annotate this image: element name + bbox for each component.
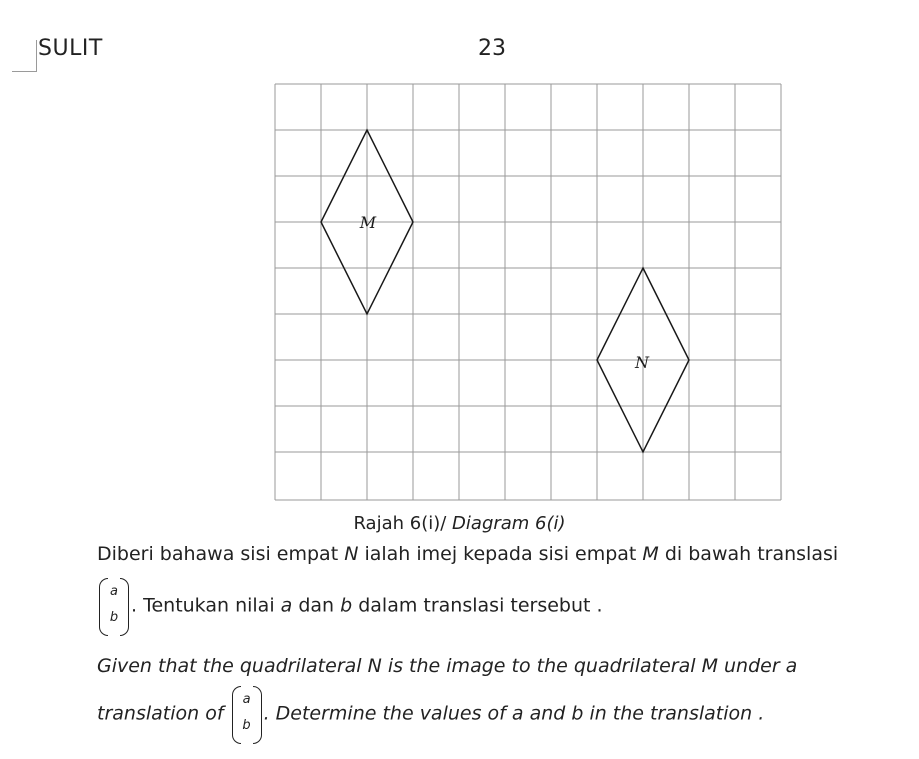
translation-vector-english: a b: [232, 686, 262, 742]
page-number: 23: [478, 36, 506, 61]
quad-n-ref: N: [344, 543, 359, 565]
label-n: N: [635, 353, 649, 372]
translation-vector: a b: [99, 578, 129, 634]
grid-lines: [275, 84, 781, 500]
question-english-line-1: Given that the quadrilateral N is the image to the quadrilateral M under a: [97, 655, 798, 677]
diagram-caption: [0, 513, 919, 534]
question-malay-line-1: Diberi bahawa sisi empat N ialah imej kepada sisi empat M di bawah translasi: [97, 543, 839, 565]
label-m: M: [359, 213, 377, 232]
caption-english: Diagram 6(i): [452, 513, 566, 534]
question-malay-line-2: a b . Tentukan nilai a dan b dalam translasi tersebut .: [97, 578, 603, 634]
quad-m-ref: M: [642, 543, 659, 565]
question-english-line-2: translation of a b . Determine the values of a and b in the translation .: [97, 686, 764, 742]
sulit-label: SULIT: [38, 36, 103, 61]
caption-malay: Rajah 6(i)/: [353, 513, 447, 534]
